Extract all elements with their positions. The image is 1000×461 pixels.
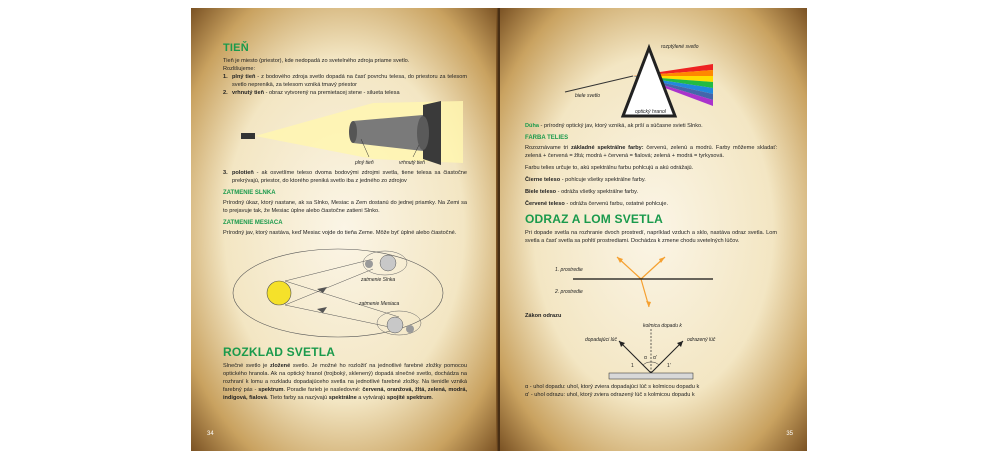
label-kolmica: kolmica dopadu k bbox=[643, 323, 682, 329]
label-plny-tien: plný tieň bbox=[355, 160, 374, 166]
cervene-teleso bbox=[525, 200, 777, 208]
eclipse-figure bbox=[223, 241, 467, 341]
heading-odraz-a-lom: ODRAZ A LOM SVETLA bbox=[525, 212, 664, 226]
heading-tien: TIEŇ bbox=[223, 42, 249, 54]
rozklad-text bbox=[223, 362, 467, 402]
right-page-content bbox=[525, 34, 777, 399]
list-item-polotien bbox=[223, 169, 467, 185]
label-biele-svetlo: biele svetlo bbox=[575, 93, 601, 99]
text-vrhnuty-tien: - obraz vytvorený na premietacej stene - silueta telesa bbox=[264, 90, 400, 96]
cierne-teleso bbox=[525, 176, 777, 184]
angle-definition-1: α - uhol dopadu: uhol, ktorý zviera dopadajúci lúč s kolmicou dopadu k bbox=[525, 384, 700, 390]
term-plny-tien: plný tieň bbox=[232, 74, 256, 80]
term-zlozene: zložené bbox=[270, 363, 291, 369]
left-page-content bbox=[223, 42, 467, 406]
label-zatmenie-mesiaca: zatmenie Mesiaca bbox=[359, 301, 400, 307]
rozklad-text-end: . bbox=[431, 395, 434, 401]
label-rozptylene-svetlo: rozptýlené svetlo bbox=[661, 44, 699, 50]
text-polotien: - ak osvetlíme teleso dvoma bodovými zdrojmi svetla, tiene telesa sa čiastočne prekrývajú, priestor, do ktorého preniká svetlo iba z jedného zo zdrojov bbox=[232, 170, 467, 184]
label-odrazeny-luc: odrazený lúč bbox=[687, 337, 716, 343]
cervene-teleso-text: - odráža červenú farbu, ostatné pohlcuje. bbox=[564, 201, 669, 207]
biele-teleso-text: - odráža všetky spektrálne farby. bbox=[556, 189, 639, 195]
farba-text-1a: Rozoznávame tri bbox=[525, 145, 571, 151]
rozklad-text-5: a vytvárajú bbox=[356, 395, 387, 401]
moon bbox=[406, 325, 414, 333]
text-plny-tien: - z bodového zdroja svetlo dopadá na časť povrchu telesa, do priestoru za telesom svetlo neprenikä, za telesom vzniká tmavý priestor bbox=[232, 74, 468, 88]
list-number: 1. bbox=[223, 74, 228, 80]
heading-rozklad-svetla: ROZKLAD SVETLA bbox=[223, 345, 336, 359]
label-one-prime: 1' bbox=[667, 363, 671, 369]
moon bbox=[365, 260, 373, 268]
tien-intro-text: Tieň je miesto (priestor), kde nedopadá zo svetelného zdroja priame svetlo. bbox=[223, 58, 410, 64]
rozklad-text-4: . Tieto farby sa nazývajú bbox=[266, 395, 329, 401]
book-spread bbox=[191, 8, 807, 451]
white-light-ray bbox=[565, 76, 633, 92]
zatmenie-mesiaca-text: Prírodný jav, ktorý nastáva, keď Mesiac vojde do tieňa Zeme. Môže byť úplné alebo čiastočné. bbox=[223, 230, 457, 236]
odraz-text: Pri dopade svetla na rozhranie dvoch prostredí, napríklad vzduch a sklo, nastáva odraz svetla. Lom svetla a časť svetla sa pohltí prostrediami. Dochádza k zmene chodu svetelných lúčov. bbox=[525, 230, 777, 244]
ray bbox=[285, 269, 373, 305]
biele-teleso bbox=[525, 188, 777, 196]
label-env-2: 2. prostredie bbox=[555, 289, 583, 295]
rozklad-text-3: . Poradie farieb je nasledovné: bbox=[283, 387, 363, 393]
flashlight bbox=[241, 133, 255, 139]
label-alpha: α bbox=[644, 355, 647, 361]
refraction-figure bbox=[525, 249, 777, 311]
zatmenie-slnka-text: Prírodný úkaz, ktorý nastane, ak sa Slnko, Mesiac a Zem dostanú do jednej priamky. Na Zemi sa to prejavuje tak, že Mesiac úplne alebo čiastočne zatieni Slnko. bbox=[223, 200, 467, 214]
list-number: 2. bbox=[223, 90, 228, 96]
term-duha: Dúha bbox=[525, 123, 539, 129]
term-spojite-spektrum: spojité spektrum bbox=[386, 395, 432, 401]
label-dopadajuci-luc: dopadajúci lúč bbox=[585, 337, 617, 343]
term-cervene-teleso: Červené teleso bbox=[525, 201, 565, 207]
label-one: 1 bbox=[631, 363, 634, 369]
term-biele-teleso: Biele teleso bbox=[525, 189, 557, 195]
term-spektralne: spektrálne bbox=[328, 395, 357, 401]
term-colors: červená, oranžová, žltá, zelená, modrá, indigová, fialová bbox=[223, 387, 468, 401]
list-item-vrhnuty-tien bbox=[223, 89, 467, 97]
term-zakladne-farby: základné spektrálne farby: bbox=[570, 145, 644, 151]
list-item-plny-tien bbox=[223, 73, 467, 89]
heading-zakon-odrazu: Zákon odrazu bbox=[525, 313, 562, 319]
tien-intro-rozlisujeme: Rozlišujeme: bbox=[223, 66, 256, 72]
rozklad-text-2: svetlo. Je možné ho rozložiť na jednotlivé farebné zložky pomocou optického hranola. Ak na optický hranol (trojboký, sklenený) dopadá slnečné svetlo, dochádza na rozhraní k lomu a rozkladu dopadajúceho svetla na jednotlivé farebné zložky. Na tienidle vzniká farebný pás - bbox=[223, 363, 467, 393]
earth-orbit bbox=[233, 249, 443, 337]
angle-arc bbox=[643, 362, 651, 365]
farba-text-1c: červenú, zelenú a modrú. Farby môžeme skladať: zelená + červená = žltá; modrá + červená = fialová; zelená + modrá = tyrkysová. bbox=[525, 145, 778, 159]
heading-farba-telies: FARBA TELIES bbox=[525, 135, 569, 141]
angle-arc bbox=[651, 362, 659, 365]
object bbox=[349, 121, 357, 143]
term-polotien: polotieň bbox=[232, 170, 254, 176]
farba-text-2: Farbu telies určuje to, akú spektrálnu farbu pohlcujú a akú odrážajú. bbox=[525, 165, 694, 171]
earth bbox=[380, 255, 396, 271]
tien-intro bbox=[223, 57, 467, 73]
ray bbox=[285, 305, 399, 329]
sun bbox=[267, 281, 291, 305]
duha-description: - prírodný optický jav, ktorý vzniká, ak prší a súčasne svieti Slnko. bbox=[538, 123, 703, 129]
page-number-right: 35 bbox=[786, 431, 793, 437]
label-env-1: 1. prostredie bbox=[555, 267, 583, 273]
mirror bbox=[609, 373, 693, 379]
earth bbox=[387, 317, 403, 333]
heading-zatmenie-slnka: ZATMENIE SLNKA bbox=[223, 190, 276, 196]
farba-text-1 bbox=[525, 144, 777, 160]
left-page bbox=[191, 8, 498, 451]
arrow bbox=[317, 287, 327, 293]
prism-figure bbox=[525, 34, 777, 120]
duha-text bbox=[525, 122, 777, 130]
label-opticky-hranol: optický hranol bbox=[635, 109, 666, 115]
list-number: 3. bbox=[223, 170, 228, 176]
page-number-left: 34 bbox=[207, 431, 214, 437]
ray bbox=[285, 259, 373, 281]
ray bbox=[285, 281, 399, 317]
term-vrhnuty-tien: vrhnutý tieň bbox=[232, 90, 265, 96]
rozklad-text-1: Slnečné svetlo je bbox=[223, 363, 270, 369]
label-alpha-prime: α' bbox=[653, 355, 657, 361]
label-vrhnuty-tien: vrhnutý tieň bbox=[399, 160, 425, 166]
right-page bbox=[500, 8, 807, 451]
term-cierne-teleso: Čierne teleso bbox=[525, 177, 561, 183]
reflection-law-figure bbox=[525, 319, 777, 383]
term-spektrum: spektrum bbox=[258, 387, 284, 393]
heading-zatmenie-mesiaca: ZATMENIE MESIACA bbox=[223, 220, 283, 226]
shadow-figure bbox=[223, 99, 467, 167]
angle-definition-2: α' - uhol odrazu: uhol, ktorý zviera odrazený lúč s kolmicou dopadu k bbox=[525, 392, 695, 398]
label-zatmenie-slnka: zatmenie Slnka bbox=[361, 277, 396, 283]
cierne-teleso-text: - pohlcuje všetky spektrálne farby. bbox=[560, 177, 646, 183]
